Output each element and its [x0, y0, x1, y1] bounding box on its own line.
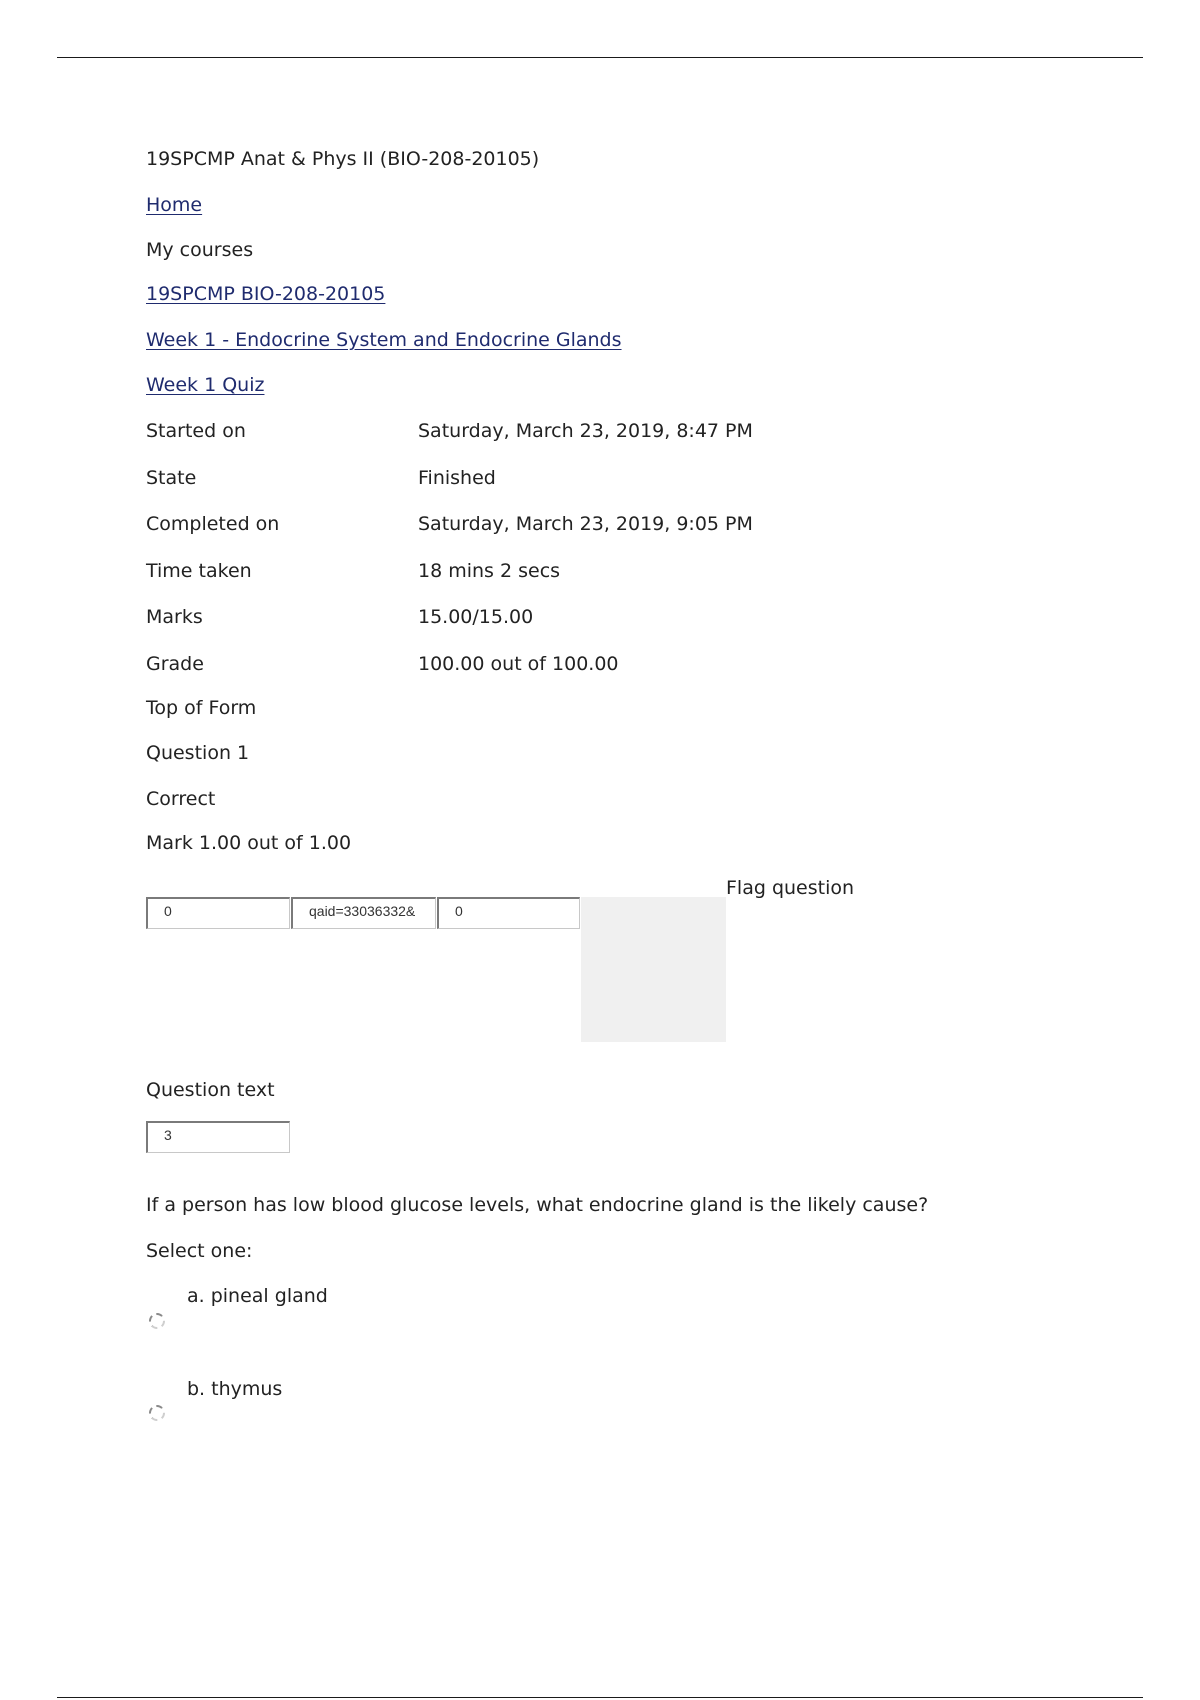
course-title: 19SPCMP Anat & Phys II (BIO-208-20105)	[146, 148, 540, 170]
hidden-field-2[interactable]: 0	[437, 897, 580, 929]
breadcrumb-course-link[interactable]: 19SPCMP BIO-208-20105	[146, 283, 386, 305]
grade-value: 100.00 out of 100.00	[418, 653, 619, 675]
state-label: State	[146, 467, 197, 489]
select-one-label: Select one:	[146, 1240, 253, 1262]
flag-icon[interactable]	[581, 897, 726, 1042]
question-status: Correct	[146, 788, 216, 810]
flag-question-label[interactable]: Flag question	[726, 877, 855, 899]
bottom-rule	[57, 1697, 1143, 1698]
hidden-field-1[interactable]: 0	[146, 897, 290, 929]
question-text-heading: Question text	[146, 1079, 275, 1101]
started-on-value: Saturday, March 23, 2019, 8:47 PM	[418, 420, 753, 442]
question-mark: Mark 1.00 out of 1.00	[146, 832, 352, 854]
breadcrumb-quiz-link[interactable]: Week 1 Quiz	[146, 374, 265, 396]
completed-on-value: Saturday, March 23, 2019, 9:05 PM	[418, 513, 753, 535]
breadcrumb-my-courses: My courses	[146, 239, 254, 261]
hidden-field-qaid[interactable]: qaid=33036332&	[291, 897, 436, 929]
question-text-field[interactable]: 3	[146, 1121, 290, 1153]
option-a-radio[interactable]	[149, 1313, 165, 1329]
breadcrumb-week-link[interactable]: Week 1 - Endocrine System and Endocrine Glands	[146, 329, 622, 351]
top-rule	[57, 57, 1143, 58]
time-taken-label: Time taken	[146, 560, 252, 582]
breadcrumb-home-link[interactable]: Home	[146, 194, 203, 216]
marks-value: 15.00/15.00	[418, 606, 534, 628]
option-a-label[interactable]: a. pineal gland	[187, 1285, 328, 1307]
state-value: Finished	[418, 467, 496, 489]
question-prompt: If a person has low blood glucose levels, what endocrine gland is the likely cause?	[146, 1194, 929, 1216]
option-b-label[interactable]: b. thymus	[187, 1378, 283, 1400]
option-b-radio[interactable]	[149, 1405, 165, 1421]
time-taken-value: 18 mins 2 secs	[418, 560, 561, 582]
marks-label: Marks	[146, 606, 203, 628]
top-of-form: Top of Form	[146, 697, 257, 719]
completed-on-label: Completed on	[146, 513, 280, 535]
grade-label: Grade	[146, 653, 204, 675]
started-on-label: Started on	[146, 420, 246, 442]
question-number: Question 1	[146, 742, 250, 764]
